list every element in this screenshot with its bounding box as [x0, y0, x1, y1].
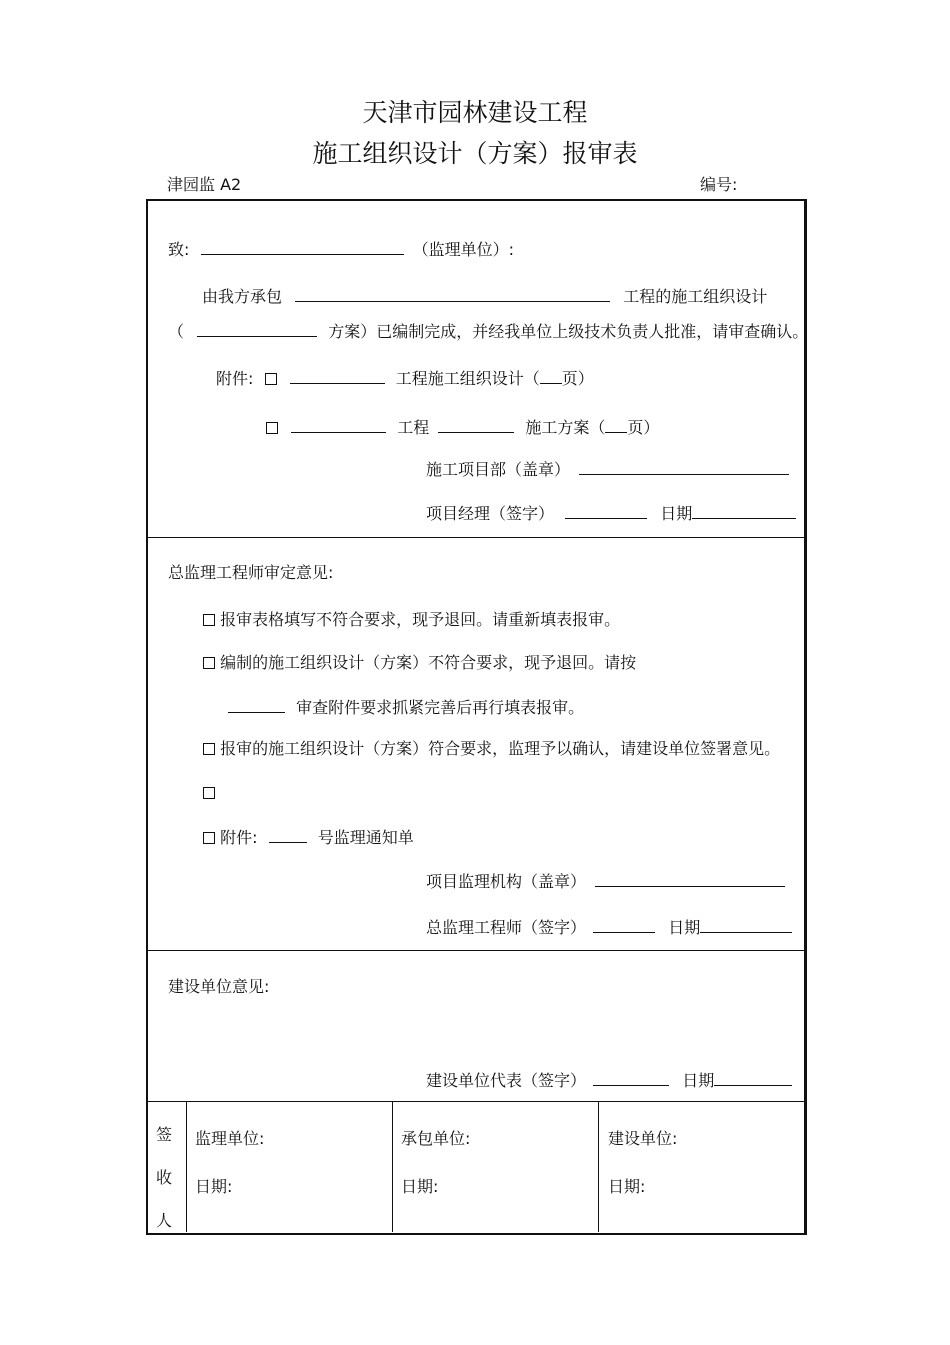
receipt-supervisor-date: 日期:: [195, 1177, 233, 1196]
option5-checkbox[interactable]: [203, 832, 215, 844]
option1-checkbox[interactable]: [203, 614, 215, 626]
chief-date-label: 日期: [668, 918, 701, 937]
owner-opinion-heading: 建设单位意见:: [168, 977, 270, 996]
org-seal-field[interactable]: [595, 870, 785, 887]
org-seal-line: [426, 870, 785, 892]
dept-seal-line: [426, 458, 789, 480]
option-4: [203, 783, 215, 803]
option2-reference-field[interactable]: [228, 696, 285, 713]
receipt-vline-2: [392, 1101, 393, 1232]
option-2-continued: [228, 696, 584, 718]
attach1-name-field[interactable]: [290, 367, 385, 384]
owner-sign-field[interactable]: [593, 1069, 669, 1086]
manager-sign-field[interactable]: [565, 502, 647, 519]
para1: [202, 285, 767, 307]
supervisor-unit-field[interactable]: [201, 238, 404, 255]
title-line2: 施工组织设计（方案）报审表: [312, 139, 638, 168]
divider-3: [146, 1101, 805, 1102]
chief-opinion-heading: 总监理工程师审定意见:: [168, 563, 334, 582]
option2-cont-text: 审查附件要求抓紧完善后再行填表报审。: [296, 698, 585, 717]
chief-sign-field[interactable]: [593, 916, 655, 933]
option5-prefix: 附件:: [220, 828, 258, 847]
notice-number-field[interactable]: [269, 826, 307, 843]
org-seal-label: 项目监理机构（盖章）: [426, 872, 587, 891]
option-2: [203, 653, 636, 673]
option2-checkbox[interactable]: [203, 657, 215, 669]
para2-text: 方案）已编制完成，并经我单位上级技术负责人批准，请审查确认。: [328, 322, 809, 341]
option3-checkbox[interactable]: [203, 743, 215, 755]
receipt-vline-1: [186, 1101, 187, 1232]
attach2-plan-field[interactable]: [438, 416, 514, 433]
para1-prefix: 由我方承包: [202, 287, 283, 306]
option2-text: 编制的施工组织设计（方案）不符合要求，现予退回。请按: [220, 653, 637, 672]
attach2-pages-field[interactable]: [605, 416, 627, 433]
attachment-2: [266, 416, 659, 438]
option-5: [203, 826, 414, 848]
receipt-contractor-unit: 承包单位:: [401, 1129, 471, 1148]
project-name-field[interactable]: [295, 285, 610, 302]
para2: [168, 320, 808, 342]
option1-text: 报审表格填写不符合要求，现予退回。请重新填表报审。: [220, 610, 621, 629]
para2-open: （: [168, 322, 185, 341]
receipt-label-char-2: 收: [156, 1168, 173, 1187]
receipt-vline-3: [598, 1101, 599, 1232]
dept-seal-label: 施工项目部（盖章）: [426, 460, 571, 479]
owner-date-label: 日期: [682, 1071, 715, 1090]
option-1: [203, 610, 620, 630]
receipt-owner-date: 日期:: [608, 1177, 646, 1196]
option3-text: 报审的施工组织设计（方案）符合要求，监理予以确认，请建设单位签署意见。: [220, 739, 781, 758]
manager-sign-line: [426, 502, 796, 524]
attach1-checkbox[interactable]: [265, 373, 277, 385]
receipt-label-char-3: 人: [156, 1211, 173, 1230]
attach2-mid: 工程: [397, 418, 430, 437]
attach2-text: 施工方案（: [525, 418, 606, 437]
attachment-1: [216, 367, 594, 389]
attach2-page: 页）: [627, 418, 660, 437]
attach1-page: 页）: [561, 369, 594, 388]
to-label: 致:: [168, 240, 190, 259]
chief-sign-label: 总监理工程师（签字）: [426, 918, 587, 937]
receipt-label-char-1: 签: [156, 1125, 173, 1144]
to-line: [168, 238, 514, 260]
attach1-pages-field[interactable]: [540, 367, 562, 384]
attach2-project-field[interactable]: [291, 416, 386, 433]
manager-sign-label: 项目经理（签字）: [426, 504, 555, 523]
dept-seal-field[interactable]: [579, 458, 789, 475]
title-line1: 天津市园林建设工程: [362, 98, 588, 127]
chief-date-field[interactable]: [700, 916, 792, 933]
divider-1: [146, 537, 805, 538]
form-code: 津园监 A2: [167, 175, 242, 194]
to-suffix: （监理单位）:: [412, 240, 514, 259]
divider-2: [146, 950, 805, 951]
plan-name-field[interactable]: [197, 320, 317, 337]
form-number-label: 编号:: [700, 175, 738, 194]
option4-checkbox[interactable]: [203, 787, 215, 799]
attach2-checkbox[interactable]: [266, 422, 278, 434]
chief-sign-line: [426, 916, 792, 938]
receipt-owner-unit: 建设单位:: [608, 1129, 678, 1148]
option-3: [203, 739, 780, 759]
attach1-text: 工程施工组织设计（: [395, 369, 540, 388]
manager-date-field[interactable]: [692, 502, 796, 519]
attach-label: 附件:: [216, 369, 254, 388]
owner-sign-line: [426, 1069, 792, 1091]
receipt-contractor-date: 日期:: [401, 1177, 439, 1196]
owner-date-field[interactable]: [714, 1069, 792, 1086]
owner-sign-label: 建设单位代表（签字）: [426, 1071, 587, 1090]
option5-suffix: 号监理通知单: [317, 828, 414, 847]
manager-date-label: 日期: [660, 504, 693, 523]
receipt-supervisor-unit: 监理单位:: [195, 1129, 265, 1148]
para1-suffix: 工程的施工组织设计: [623, 287, 768, 306]
